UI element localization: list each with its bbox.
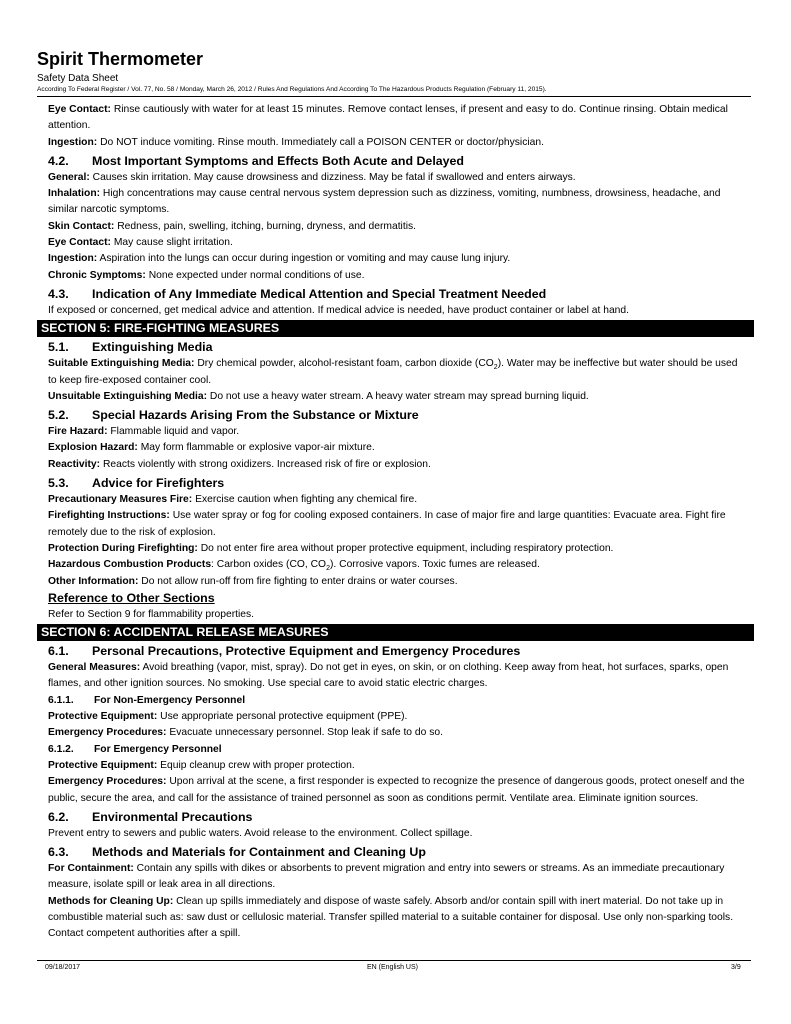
paragraph-ingestion: Ingestion: Do NOT induce vomiting. Rinse mouth. Immediately call a POISON CENTER or doctor/physician.: [48, 136, 544, 148]
subsection-heading-4-2: 4.2. Most Important Symptoms and Effects Both Acute and Delayed: [48, 153, 464, 168]
paragraph-protective-equipment-emergency: Protective Equipment: Equip cleanup crew with proper protection.: [48, 759, 355, 771]
paragraph-eye-contact: Eye Contact: Rinse cautiously with water for at least 15 minutes. Remove contact lenses, if present and easy to do. Continue rinsing. Obtain medical attention.: [48, 104, 728, 132]
paragraph-other-information: Other Information: Do not allow run-off from fire fighting to enter drains or water courses.: [48, 575, 458, 587]
subsection-heading-6-3: 6.3. Methods and Materials for Containment and Cleaning Up: [48, 845, 426, 860]
paragraph-unsuitable-media: Unsuitable Extinguishing Media: Do not use a heavy water stream. A heavy water stream may spread burning liquid.: [48, 390, 589, 402]
paragraph-general: General: Causes skin irritation. May cause drowsiness and dizziness. May be fatal if swallowed and enters airways.: [48, 171, 576, 183]
document-title: Spirit Thermometer: [37, 49, 204, 69]
footer-language: EN (English US): [367, 964, 418, 971]
section-6-header: SECTION 6: ACCIDENTAL RELEASE MEASURES: [37, 624, 754, 641]
subsection-heading-6-1-2: 6.1.2. For Emergency Personnel: [48, 743, 222, 755]
subsection-heading-4-3: 4.3. Indication of Any Immediate Medical Attention and Special Treatment Needed: [48, 286, 547, 301]
paragraph-fire-hazard: Fire Hazard: Flammable liquid and vapor.: [48, 426, 240, 438]
paragraph-inhalation: Inhalation: High concentrations may cause central nervous system depression such as dizziness, vomiting, numbness, drowsiness, headache, and similar narcotic symptoms.: [48, 188, 721, 216]
paragraph-precautionary-measures: Precautionary Measures Fire: Exercise caution when fighting any chemical fire.: [48, 494, 418, 506]
paragraph-cleaning-up: Methods for Cleaning Up: Clean up spills immediately and dispose of waste safely. Absorb and/or contain spill with inert material. Do not take up in combustible material such as: saw dust or cellulosic material. Transfer spilled material to a suitable container for disposal. Use only non-sparking tools. Contact competent authorities after a spill.: [48, 895, 734, 940]
paragraph-firefighting-instructions: Firefighting Instructions: Use water spray or fog for cooling exposed containers. In case of major fire and large quantities: Evacuate area. Fight fire remotely due to the risk of explosion.: [48, 510, 726, 538]
subsection-heading-6-1: 6.1. Personal Precautions, Protective Equipment and Emergency Procedures: [48, 644, 521, 659]
paragraph-environmental-precautions: Prevent entry to sewers and public waters. Avoid release to the environment. Collect spillage.: [48, 827, 473, 839]
subsection-heading-6-2: 6.2. Environmental Precautions: [48, 809, 253, 824]
reference-heading: Reference to Other Sections: [48, 590, 215, 605]
paragraph-ingestion-symptoms: Ingestion: Aspiration into the lungs can occur during ingestion or vomiting and may cause lung injury.: [48, 253, 511, 265]
paragraph-explosion-hazard: Explosion Hazard: May form flammable or explosive vapor-air mixture.: [48, 442, 375, 454]
paragraph-reactivity: Reactivity: Reacts violently with strong oxidizers. Increased risk of fire or explosion.: [48, 458, 431, 470]
document-body: [41, 102, 748, 943]
footer-page-number: 3/9: [731, 964, 741, 971]
paragraph-reference: Refer to Section 9 for flammability properties.: [48, 608, 255, 620]
paragraph-eye-contact-symptoms: Eye Contact: May cause slight irritation.: [48, 237, 233, 249]
paragraph-combustion-products: Hazardous Combustion Products: Carbon oxides (CO, $CO_2$). Corrosive vapors. Toxic fumes are released.: [48, 559, 540, 573]
section-5-header: SECTION 5: FIRE-FIGHTING MEASURES: [37, 320, 754, 337]
footer-date: 09/18/2017: [45, 964, 81, 971]
subsection-heading-5-2: 5.2. Special Hazards Arising From the Substance or Mixture: [48, 408, 419, 423]
subsection-heading-5-3: 5.3. Advice for Firefighters: [48, 476, 225, 491]
paragraph-protective-equipment-non-emergency: Protective Equipment: Use appropriate personal protective equipment (PPE).: [48, 711, 408, 723]
document-subtitle: Safety Data Sheet: [37, 73, 119, 84]
paragraph-protection-firefighting: Protection During Firefighting: Do not enter fire area without proper protective equipment, including respiratory protection.: [48, 542, 614, 554]
paragraph-containment: For Containment: Contain any spills with dikes or absorbents to prevent migration and entry into sewers or streams. As an immediate precautionary measure, isolate spill or leak area in all directions.: [48, 863, 725, 891]
paragraph-chronic-symptoms: Chronic Symptoms: None expected under normal conditions of use.: [48, 269, 365, 281]
paragraph-medical-attention: If exposed or concerned, get medical advice and attention. If medical advice is needed, have product container or label at hand.: [48, 304, 629, 316]
footer-divider: [37, 960, 751, 961]
subsection-heading-6-1-1: 6.1.1. For Non-Emergency Personnel: [48, 694, 246, 706]
paragraph-suitable-media: Suitable Extinguishing Media: Dry chemical powder, alcohol-resistant foam, carbon dioxide $(CO_2)$. Water may be ineffective but water should be used to keep fire-exposed container cool.: [48, 358, 738, 386]
paragraph-skin-contact: Skin Contact: Redness, pain, swelling, itching, burning, dryness, and dermatitis.: [48, 220, 417, 232]
regulation-reference: According To Federal Register / Vol. 77, No. 58 / Monday, March 26, 2012 / Rules And Regulations And According To The Hazardous Products Regulation (February 11, 2015).: [37, 86, 547, 93]
paragraph-emergency-procedures-non-emergency: Emergency Procedures: Evacuate unnecessary personnel. Stop leak if safe to do so.: [48, 727, 443, 739]
subsection-heading-5-1: 5.1. Extinguishing Media: [48, 340, 213, 355]
header-divider: [37, 96, 751, 97]
paragraph-emergency-procedures-emergency: Emergency Procedures: Upon arrival at the scene, a first responder is expected to recognize the presence of dangerous goods, protect oneself and the public, secure the area, and call for the assistance of trained personnel as soon as conditions permit. Ventilate area. Eliminate ignition sources.: [48, 776, 745, 804]
paragraph-general-measures: General Measures: Avoid breathing (vapor, mist, spray). Do not get in eyes, on skin, or on clothing. Keep away from heat, hot surfaces, sparks, open flames, and other ignition sources. No smoking. Use special care to avoid static electric charges.: [48, 662, 729, 690]
